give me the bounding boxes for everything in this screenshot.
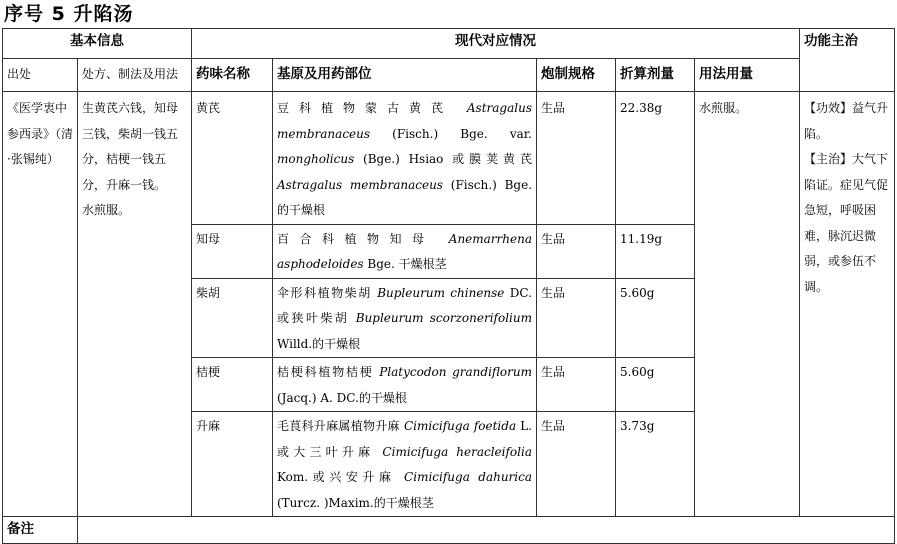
origin-text: 伞形科植物柴胡 (277, 285, 378, 300)
herb-name: 桔梗 (192, 358, 273, 412)
latin-name: Platycodon grandiflorum (379, 365, 532, 379)
header-usage: 用法用量 (695, 59, 800, 92)
herb-origin (273, 224, 537, 278)
herb-row (3, 92, 895, 225)
herb-origin (273, 358, 537, 412)
latin-name: Anemarrhena asphodeloides (277, 231, 532, 271)
latin-name: mongholicus (277, 152, 355, 166)
header-source: 出处 (3, 59, 78, 92)
header-processing: 炮制规格 (537, 59, 616, 92)
latin-name: Bupleurum scorzonerifolium (355, 311, 532, 325)
remark-row (3, 517, 895, 544)
header-function: 功能主治 (800, 29, 895, 92)
herb-name: 柴胡 (192, 278, 273, 358)
origin-text: (Fisch.) Bge. var. (370, 126, 532, 141)
herb-dose: 11.19g (616, 224, 695, 278)
herb-name: 升麻 (192, 412, 273, 517)
herb-processing: 生品 (537, 92, 616, 225)
herb-processing: 生品 (537, 358, 616, 412)
herb-name: 黄芪 (192, 92, 273, 225)
latin-name: Cimicifuga dahurica (404, 470, 532, 484)
herb-dose: 5.60g (616, 278, 695, 358)
header-row-2 (3, 59, 895, 92)
header-basic-info: 基本信息 (3, 29, 192, 59)
origin-text: 桔梗科植物桔梗 (277, 365, 380, 379)
latin-name: Astragalus membranaceus (277, 101, 532, 141)
header-prescription: 处方、制法及用法 (78, 59, 192, 92)
prescription-table (2, 28, 895, 544)
function-main: 【主治】大气下陷证。症见气促急短，呼吸困难，脉沉迟微弱，或参伍不调。 (804, 152, 889, 294)
herb-processing: 生品 (537, 224, 616, 278)
origin-text: (Jacq.) A. DC.的干燥根 (277, 390, 407, 405)
origin-text: Bge. 干燥根茎 (363, 257, 447, 271)
origin-text: (Bge.) Hsiao 或膜荚黄芪 (354, 152, 532, 166)
function-effect: 【功效】益气升陷。 (804, 101, 889, 141)
remark-value (78, 517, 895, 544)
header-modern: 现代对应情况 (192, 29, 800, 59)
origin-text: Kom.或兴安升麻 (277, 470, 405, 484)
header-row-1 (3, 29, 895, 59)
usage-cell: 水煎服。 (695, 92, 800, 517)
origin-text: Willd.的干燥根 (277, 336, 361, 351)
origin-text: (Fisch.) Bge. 的干燥根 (277, 177, 533, 217)
function-cell (800, 92, 895, 517)
page-title: 序号 5 升陷汤 (4, 3, 134, 25)
herb-dose: 22.38g (616, 92, 695, 225)
origin-text: L.或大三叶升麻 (277, 419, 532, 459)
herb-processing: 生品 (537, 278, 616, 358)
prescription-cell (78, 92, 192, 517)
latin-name: Bupleurum chinense (377, 285, 505, 300)
origin-text: DC. 或狭叶柴胡 (277, 285, 532, 325)
prescription-text: 生黄芪六钱，知母三钱，柴胡一钱五分，桔梗一钱五分，升麻一钱。 (82, 101, 179, 192)
herb-origin (273, 412, 537, 517)
herb-name: 知母 (192, 224, 273, 278)
herb-dose: 3.73g (616, 412, 695, 517)
origin-text: (Turcz. )Maxim.的干燥根茎 (277, 495, 434, 510)
herb-origin (273, 92, 537, 225)
latin-name: Astragalus membranaceus (277, 177, 443, 192)
remark-label: 备注 (3, 517, 78, 544)
header-herb-name: 药味名称 (192, 59, 273, 92)
header-origin: 基原及用药部位 (273, 59, 537, 92)
herb-origin (273, 278, 537, 358)
header-dose: 折算剂量 (616, 59, 695, 92)
herb-processing: 生品 (537, 412, 616, 517)
origin-text: 百合科植物知母 (277, 231, 449, 246)
latin-name: Cimicifuga heracleifolia (382, 444, 532, 459)
latin-name: Cimicifuga foetida (403, 419, 517, 433)
origin-text: 毛茛科升麻属植物升麻 (277, 419, 404, 433)
source-cell: 《医学衷中参西录》（清·张锡纯） (3, 92, 78, 517)
prescription-method: 水煎服。 (82, 203, 131, 217)
herb-dose: 5.60g (616, 358, 695, 412)
origin-text: 豆科植物蒙古黄芪 (277, 101, 467, 115)
